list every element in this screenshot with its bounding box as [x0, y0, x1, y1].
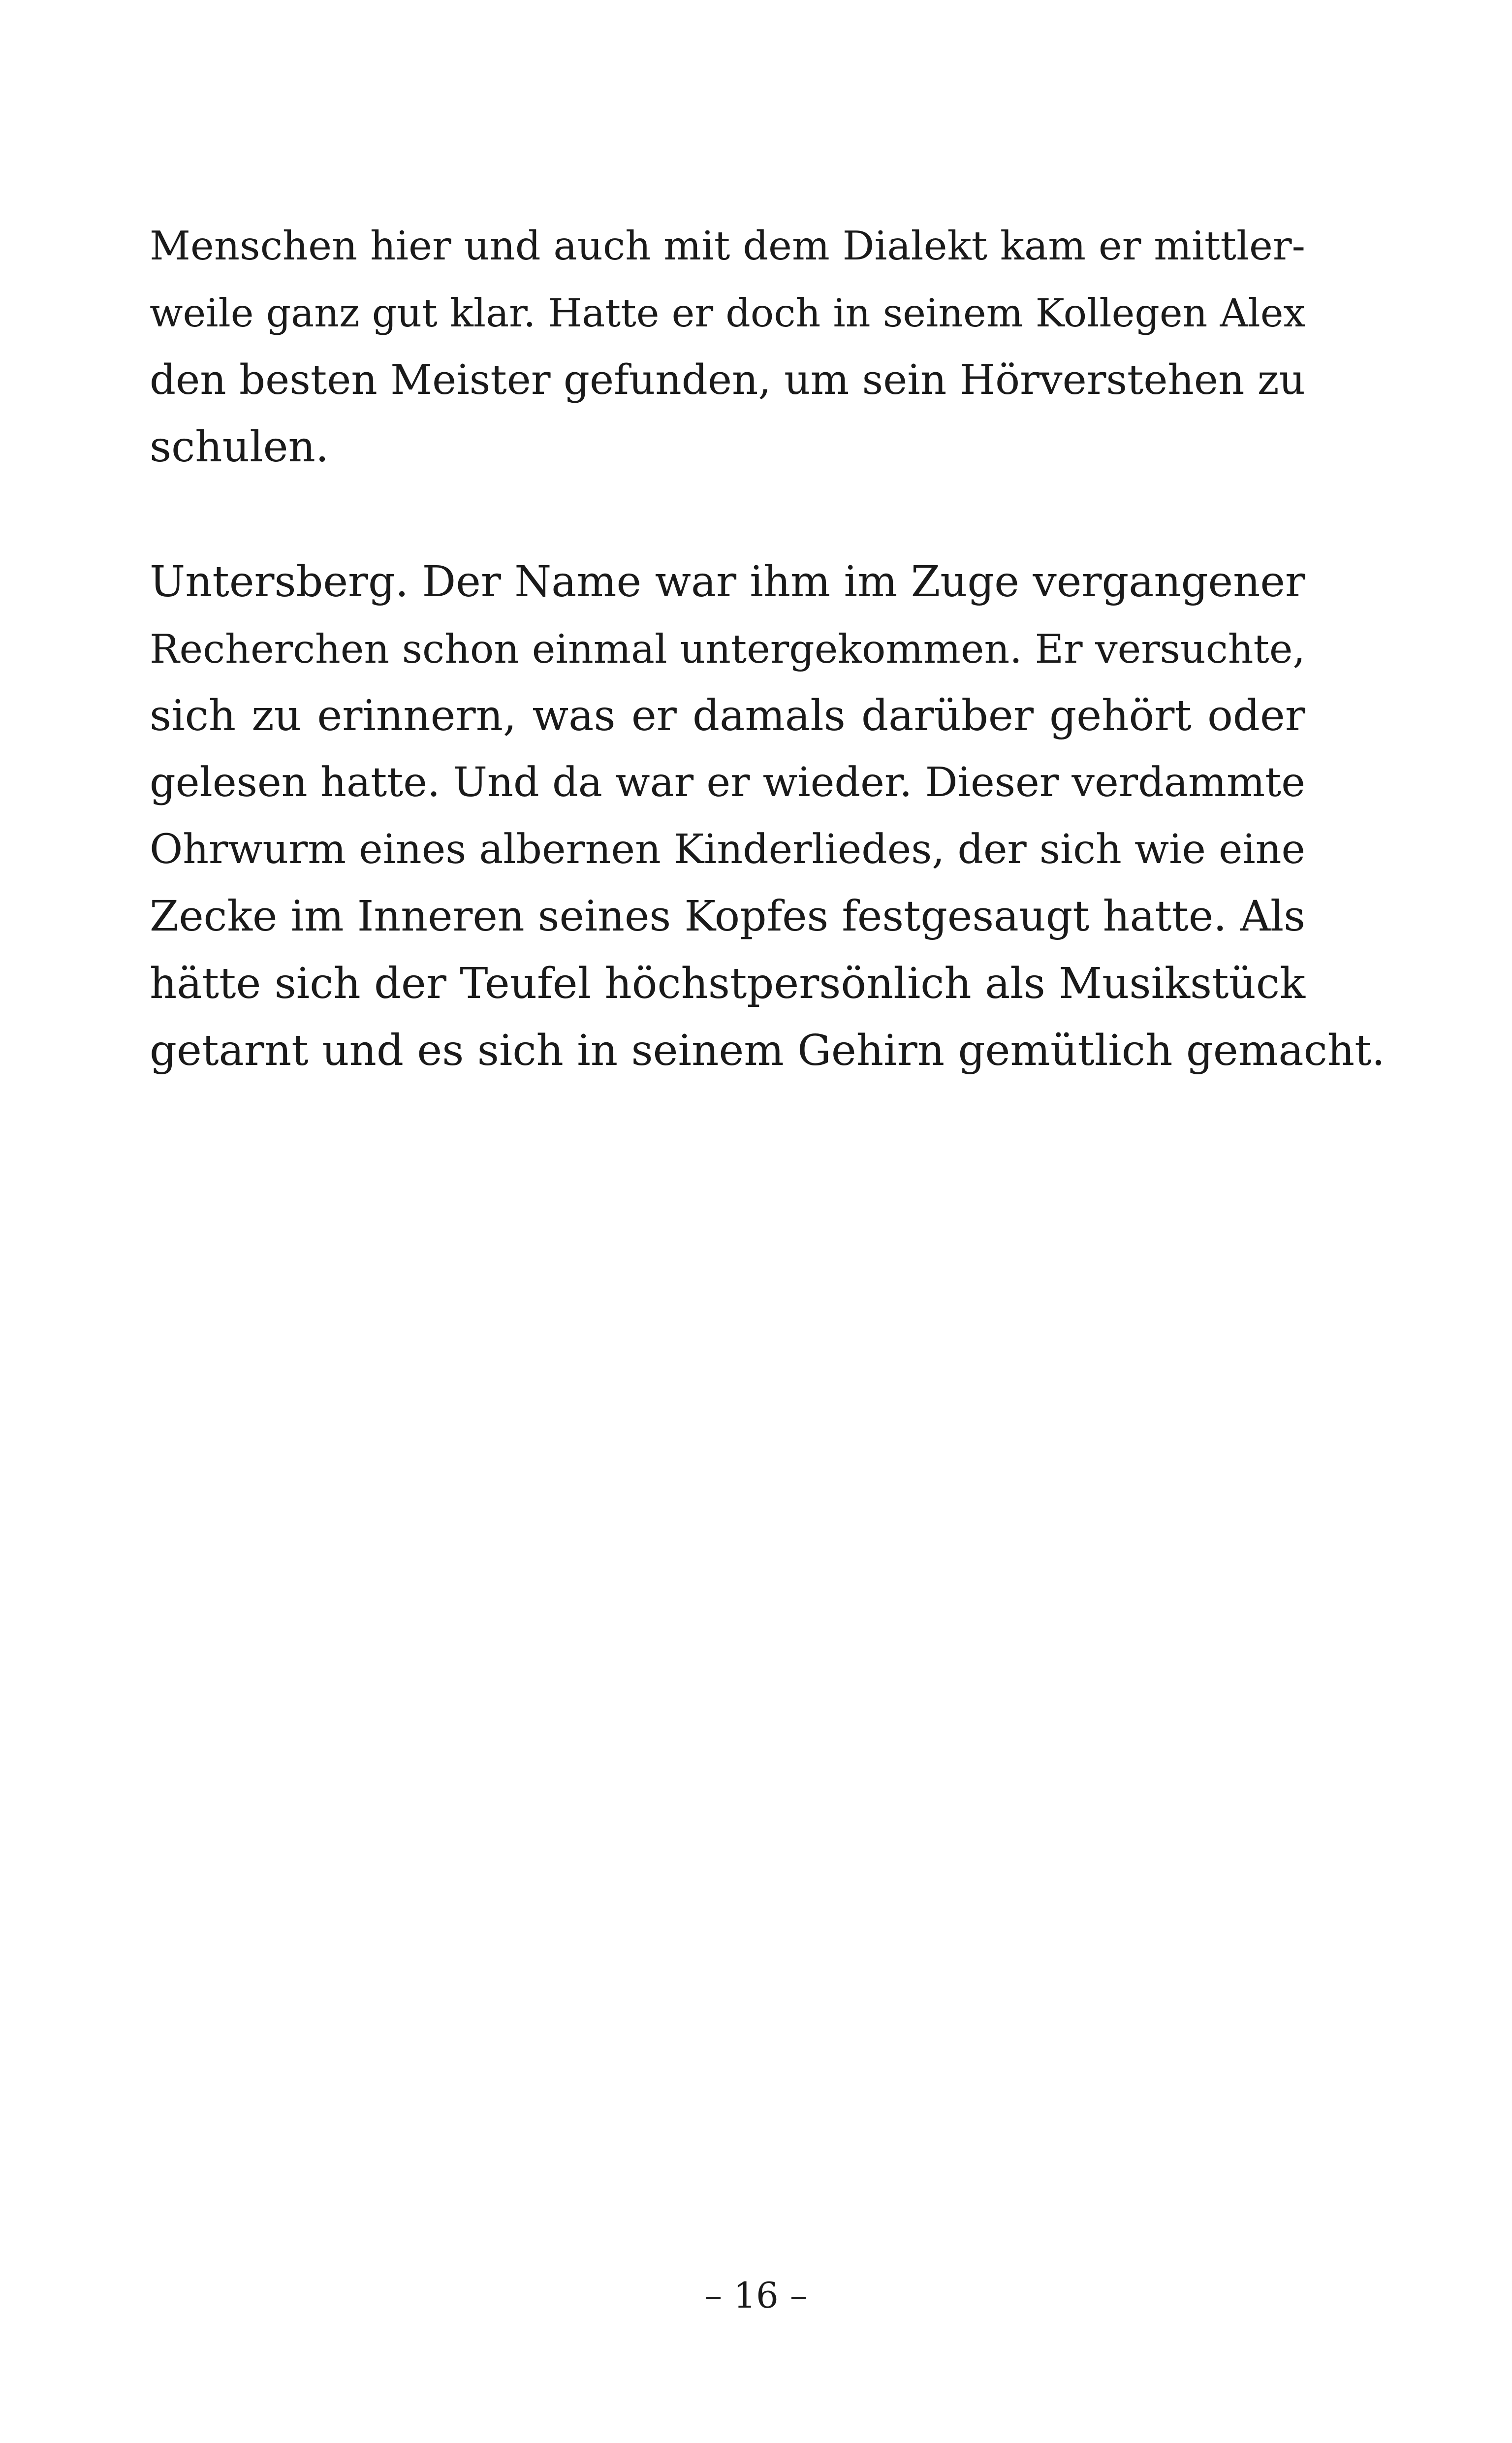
- paragraph-line: weile ganz gut klar. Hatte er doch in seinem Kollegen Alex: [150, 290, 1305, 336]
- paragraph-line: den besten Meister gefunden, um sein Hörverstehen zu: [150, 356, 1305, 404]
- paragraph-line: Recherchen schon einmal untergekommen. Er versuchte,: [150, 626, 1305, 672]
- paragraph-line: sich zu erinnern, was er damals darüber gehört oder: [150, 691, 1305, 740]
- paragraph-line: Untersberg. Der Name war ihm im Zuge vergangener: [150, 557, 1305, 607]
- paragraph-line: getarnt und es sich in seinem Gehirn gemütlich gemacht.: [150, 1026, 1386, 1075]
- paragraph-line: Menschen hier und auch mit dem Dialekt kam er mittler-: [150, 223, 1305, 269]
- paragraph-line: schulen.: [150, 422, 329, 472]
- paragraph-line: hätte sich der Teufel höchstpersönlich als Musikstück: [150, 959, 1305, 1008]
- paragraph-line: Zecke im Inneren seines Kopfes festgesaugt hatte. Als: [150, 892, 1305, 941]
- paragraph-line: Ohrwurm eines albernen Kinderliedes, der sich wie eine: [150, 826, 1305, 873]
- page-number: – 16 –: [704, 2275, 808, 2316]
- paragraph-2: [150, 548, 1386, 1084]
- paragraph-line: gelesen hatte. Und da war er wieder. Dieser verdammte: [150, 759, 1305, 806]
- paragraph-1: [150, 213, 1305, 481]
